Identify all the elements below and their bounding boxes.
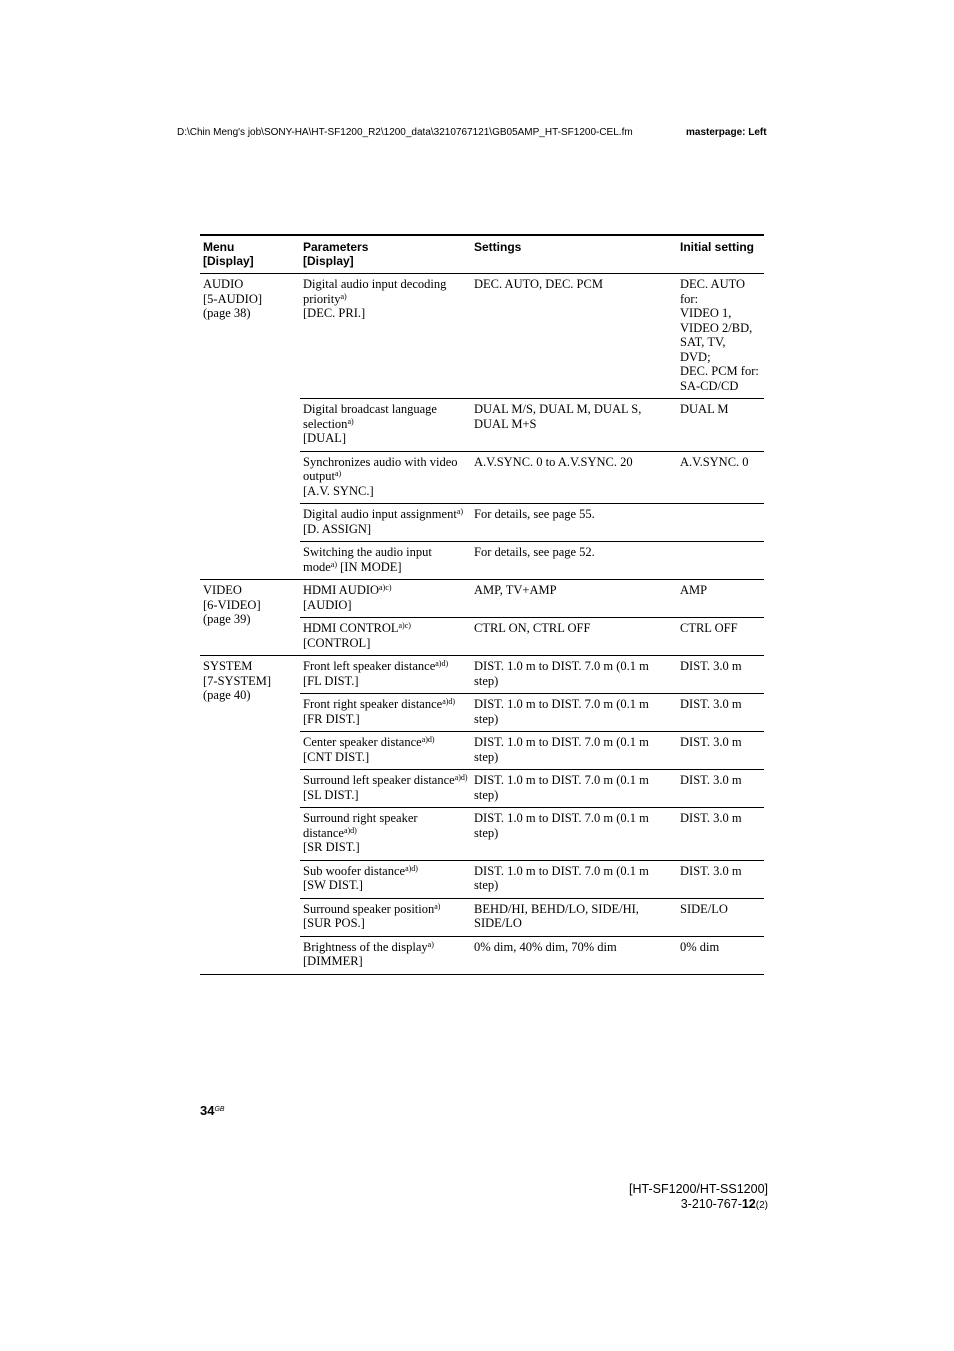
parameter-name: Front left speaker distance xyxy=(303,659,436,673)
parameter-cell xyxy=(300,399,471,452)
parameter-name: Switching the audio input mode xyxy=(303,545,432,574)
parameter-display: [DIMMER] xyxy=(303,954,363,968)
parameter-cell xyxy=(300,732,471,770)
initial-setting-cell xyxy=(677,580,764,618)
initial-setting-line: SA-CD/CD xyxy=(680,378,739,393)
initial-setting-cell xyxy=(677,504,764,542)
table-row xyxy=(200,580,764,618)
initial-setting-line: DIST. 3.0 m xyxy=(680,863,742,878)
parameter-cell xyxy=(300,770,471,808)
parameter-name: Surround right speaker distance xyxy=(303,811,418,840)
column-header-parameters xyxy=(300,235,471,274)
footnote-marker: a) xyxy=(456,507,464,516)
parameter-cell xyxy=(300,618,471,656)
initial-setting-line: DIST. 3.0 m xyxy=(680,811,742,825)
column-header-initial: Initial setting xyxy=(677,235,764,274)
initial-setting-line: A.V.SYNC. 0 xyxy=(680,454,749,469)
parameter-display: [DUAL] xyxy=(303,431,347,445)
initial-setting-cell xyxy=(677,694,764,732)
initial-setting-cell xyxy=(677,542,764,580)
initial-setting-line: 0% dim xyxy=(680,939,720,954)
parameter-name: Front right speaker distance xyxy=(303,697,443,711)
file-path-header: D:\Chin Meng's job\SONY-HA\HT-SF1200_R2\1200_data\3210767121\GB05AMP_HT-SF1200-CEL.fm xyxy=(177,127,633,138)
settings-cell: For details, see page 55. xyxy=(471,504,677,542)
footnote-marker: a)c) xyxy=(379,583,392,592)
menu-line: [6-VIDEO] xyxy=(203,597,261,612)
column-header-menu xyxy=(200,235,300,274)
settings-cell: CTRL ON, CTRL OFF xyxy=(471,618,677,656)
header-text: [Display] xyxy=(303,254,354,268)
settings-cell: DUAL M/S, DUAL M, DUAL S, DUAL M+S xyxy=(471,399,677,452)
initial-setting-cell xyxy=(677,770,764,808)
parameter-name: Synchronizes audio with video output xyxy=(303,454,458,483)
page-number xyxy=(200,1103,225,1118)
parameter-display: [DEC. PRI.] xyxy=(303,306,366,320)
menu-cell xyxy=(200,580,300,656)
parameter-name: HDMI AUDIO xyxy=(303,583,380,597)
initial-setting-cell xyxy=(677,936,764,974)
parameter-name: Surround left speaker distance xyxy=(303,773,455,787)
footnote-marker: a)d) xyxy=(454,773,468,782)
parameter-name: Digital audio input assignment xyxy=(303,507,457,521)
initial-setting-cell xyxy=(677,656,764,694)
parameter-cell xyxy=(300,542,471,580)
menu-line: SYSTEM xyxy=(203,659,253,673)
initial-setting-line: for: xyxy=(680,291,699,306)
parameter-cell xyxy=(300,504,471,542)
column-header-settings: Settings xyxy=(471,235,677,274)
settings-cell: AMP, TV+AMP xyxy=(471,580,677,618)
settings-cell: A.V.SYNC. 0 to A.V.SYNC. 20 xyxy=(471,451,677,504)
parameter-cell xyxy=(300,451,471,504)
masterpage-label: masterpage: Left xyxy=(686,127,767,138)
menu-line: VIDEO xyxy=(203,583,242,597)
parameter-display: [SR DIST.] xyxy=(303,840,360,854)
page-number-suffix: GB xyxy=(214,1106,225,1113)
table-body xyxy=(200,274,764,975)
parameter-cell xyxy=(300,898,471,936)
code-prefix: 3-210-767- xyxy=(680,1197,742,1211)
parameter-display: [D. ASSIGN] xyxy=(303,521,372,536)
parameter-name: Digital broadcast language selection xyxy=(303,402,437,431)
table-header-row xyxy=(200,235,764,274)
menu-cell xyxy=(200,274,300,580)
menu-line: (page 40) xyxy=(203,688,251,702)
initial-setting-line: VIDEO 2/BD, xyxy=(680,320,753,335)
footnote-marker: a)d) xyxy=(343,825,357,835)
page-number-value: 34 xyxy=(200,1103,215,1118)
initial-setting-cell xyxy=(677,399,764,452)
initial-setting-cell xyxy=(677,274,764,399)
initial-setting-cell xyxy=(677,618,764,656)
model-number: [HT-SF1200/HT-SS1200] xyxy=(629,1182,768,1196)
initial-setting-cell xyxy=(677,898,764,936)
header-text: Parameters xyxy=(303,240,369,254)
settings-cell: For details, see page 52. xyxy=(471,542,677,580)
document-code xyxy=(629,1197,768,1213)
initial-setting-cell xyxy=(677,732,764,770)
menu-line: (page 38) xyxy=(203,306,251,320)
menu-line: (page 39) xyxy=(203,612,251,626)
initial-setting-line: CTRL OFF xyxy=(680,621,738,635)
parameter-display: [FR DIST.] xyxy=(303,711,360,726)
parameter-display: [SUR POS.] xyxy=(303,916,365,930)
settings-cell: DIST. 1.0 m to DIST. 7.0 m (0.1 m step) xyxy=(471,694,677,732)
footnote-marker: a)d) xyxy=(405,863,418,873)
initial-setting-line: AMP xyxy=(680,583,708,597)
parameter-cell xyxy=(300,580,471,618)
settings-table xyxy=(200,234,764,975)
parameter-name: Sub woofer distance xyxy=(303,863,406,878)
parameter-display: [AUDIO] xyxy=(303,597,352,612)
initial-setting-line: DIST. 3.0 m xyxy=(680,697,742,711)
initial-setting-line: SIDE/LO xyxy=(680,901,728,916)
table-row xyxy=(200,656,764,694)
parameter-display: [SW DIST.] xyxy=(303,878,363,892)
footnote-marker: a) xyxy=(334,469,342,478)
settings-cell: DEC. AUTO, DEC. PCM xyxy=(471,274,677,399)
menu-cell xyxy=(200,656,300,975)
footnote-marker: a) xyxy=(330,559,337,569)
parameter-cell xyxy=(300,808,471,861)
initial-setting-cell xyxy=(677,451,764,504)
footnote-marker: a)c) xyxy=(398,621,411,630)
initial-setting-line: DEC. PCM for: xyxy=(680,364,759,378)
parameter-name: Digital audio input decoding priority xyxy=(303,277,447,306)
menu-line: [7-SYSTEM] xyxy=(203,673,272,688)
settings-cell: 0% dim, 40% dim, 70% dim xyxy=(471,936,677,974)
footnote-marker: a) xyxy=(434,901,441,911)
parameter-cell xyxy=(300,656,471,694)
parameter-name: Surround speaker position xyxy=(303,901,435,916)
footnote-marker: a) xyxy=(340,291,347,301)
parameter-cell xyxy=(300,694,471,732)
header-text: Menu xyxy=(203,240,235,254)
initial-setting-line: SAT, TV, xyxy=(680,335,726,349)
code-suffix: (2) xyxy=(755,1200,768,1211)
parameter-cell xyxy=(300,936,471,974)
parameter-cell xyxy=(300,274,471,399)
parameter-display: [IN MODE] xyxy=(337,559,402,574)
settings-cell: DIST. 1.0 m to DIST. 7.0 m (0.1 m step) xyxy=(471,770,677,808)
initial-setting-line: DIST. 3.0 m xyxy=(680,659,742,673)
parameter-display: [CNT DIST.] xyxy=(303,749,370,764)
parameter-cell xyxy=(300,860,471,898)
parameter-name: Brightness of the display xyxy=(303,939,428,954)
parameter-name: Center speaker distance xyxy=(303,735,422,749)
initial-setting-line: VIDEO 1, xyxy=(680,306,732,320)
settings-cell: DIST. 1.0 m to DIST. 7.0 m (0.1 m step) xyxy=(471,656,677,694)
footnote-marker: a)d) xyxy=(435,659,449,668)
parameter-display: [FL DIST.] xyxy=(303,673,359,688)
initial-setting-line: DIST. 3.0 m xyxy=(680,735,742,749)
initial-setting-line: DEC. AUTO xyxy=(680,277,746,291)
table-row xyxy=(200,274,764,399)
initial-setting-cell xyxy=(677,860,764,898)
model-footer xyxy=(629,1182,768,1213)
initial-setting-line: DVD; xyxy=(680,349,711,364)
code-revision: 12 xyxy=(741,1197,756,1211)
initial-setting-line: DIST. 3.0 m xyxy=(680,773,742,787)
parameter-name: HDMI CONTROL xyxy=(303,621,399,635)
settings-cell: DIST. 1.0 m to DIST. 7.0 m (0.1 m step) xyxy=(471,808,677,861)
menu-line: AUDIO xyxy=(203,277,244,291)
parameter-display: [SL DIST.] xyxy=(303,787,359,802)
parameter-display: [CONTROL] xyxy=(303,635,371,650)
header-text: [Display] xyxy=(203,254,254,268)
parameter-display: [A.V. SYNC.] xyxy=(303,483,374,498)
settings-cell: DIST. 1.0 m to DIST. 7.0 m (0.1 m step) xyxy=(471,732,677,770)
initial-setting-line: DUAL M xyxy=(680,402,729,416)
settings-cell: BEHD/HI, BEHD/LO, SIDE/HI, SIDE/LO xyxy=(471,898,677,936)
footnote-marker: a)d) xyxy=(442,697,456,706)
initial-setting-cell xyxy=(677,808,764,861)
footnote-marker: a) xyxy=(347,416,354,426)
settings-cell: DIST. 1.0 m to DIST. 7.0 m (0.1 m step) xyxy=(471,860,677,898)
menu-line: [5-AUDIO] xyxy=(203,291,263,306)
footnote-marker: a)d) xyxy=(421,735,435,744)
footnote-marker: a) xyxy=(427,939,434,949)
